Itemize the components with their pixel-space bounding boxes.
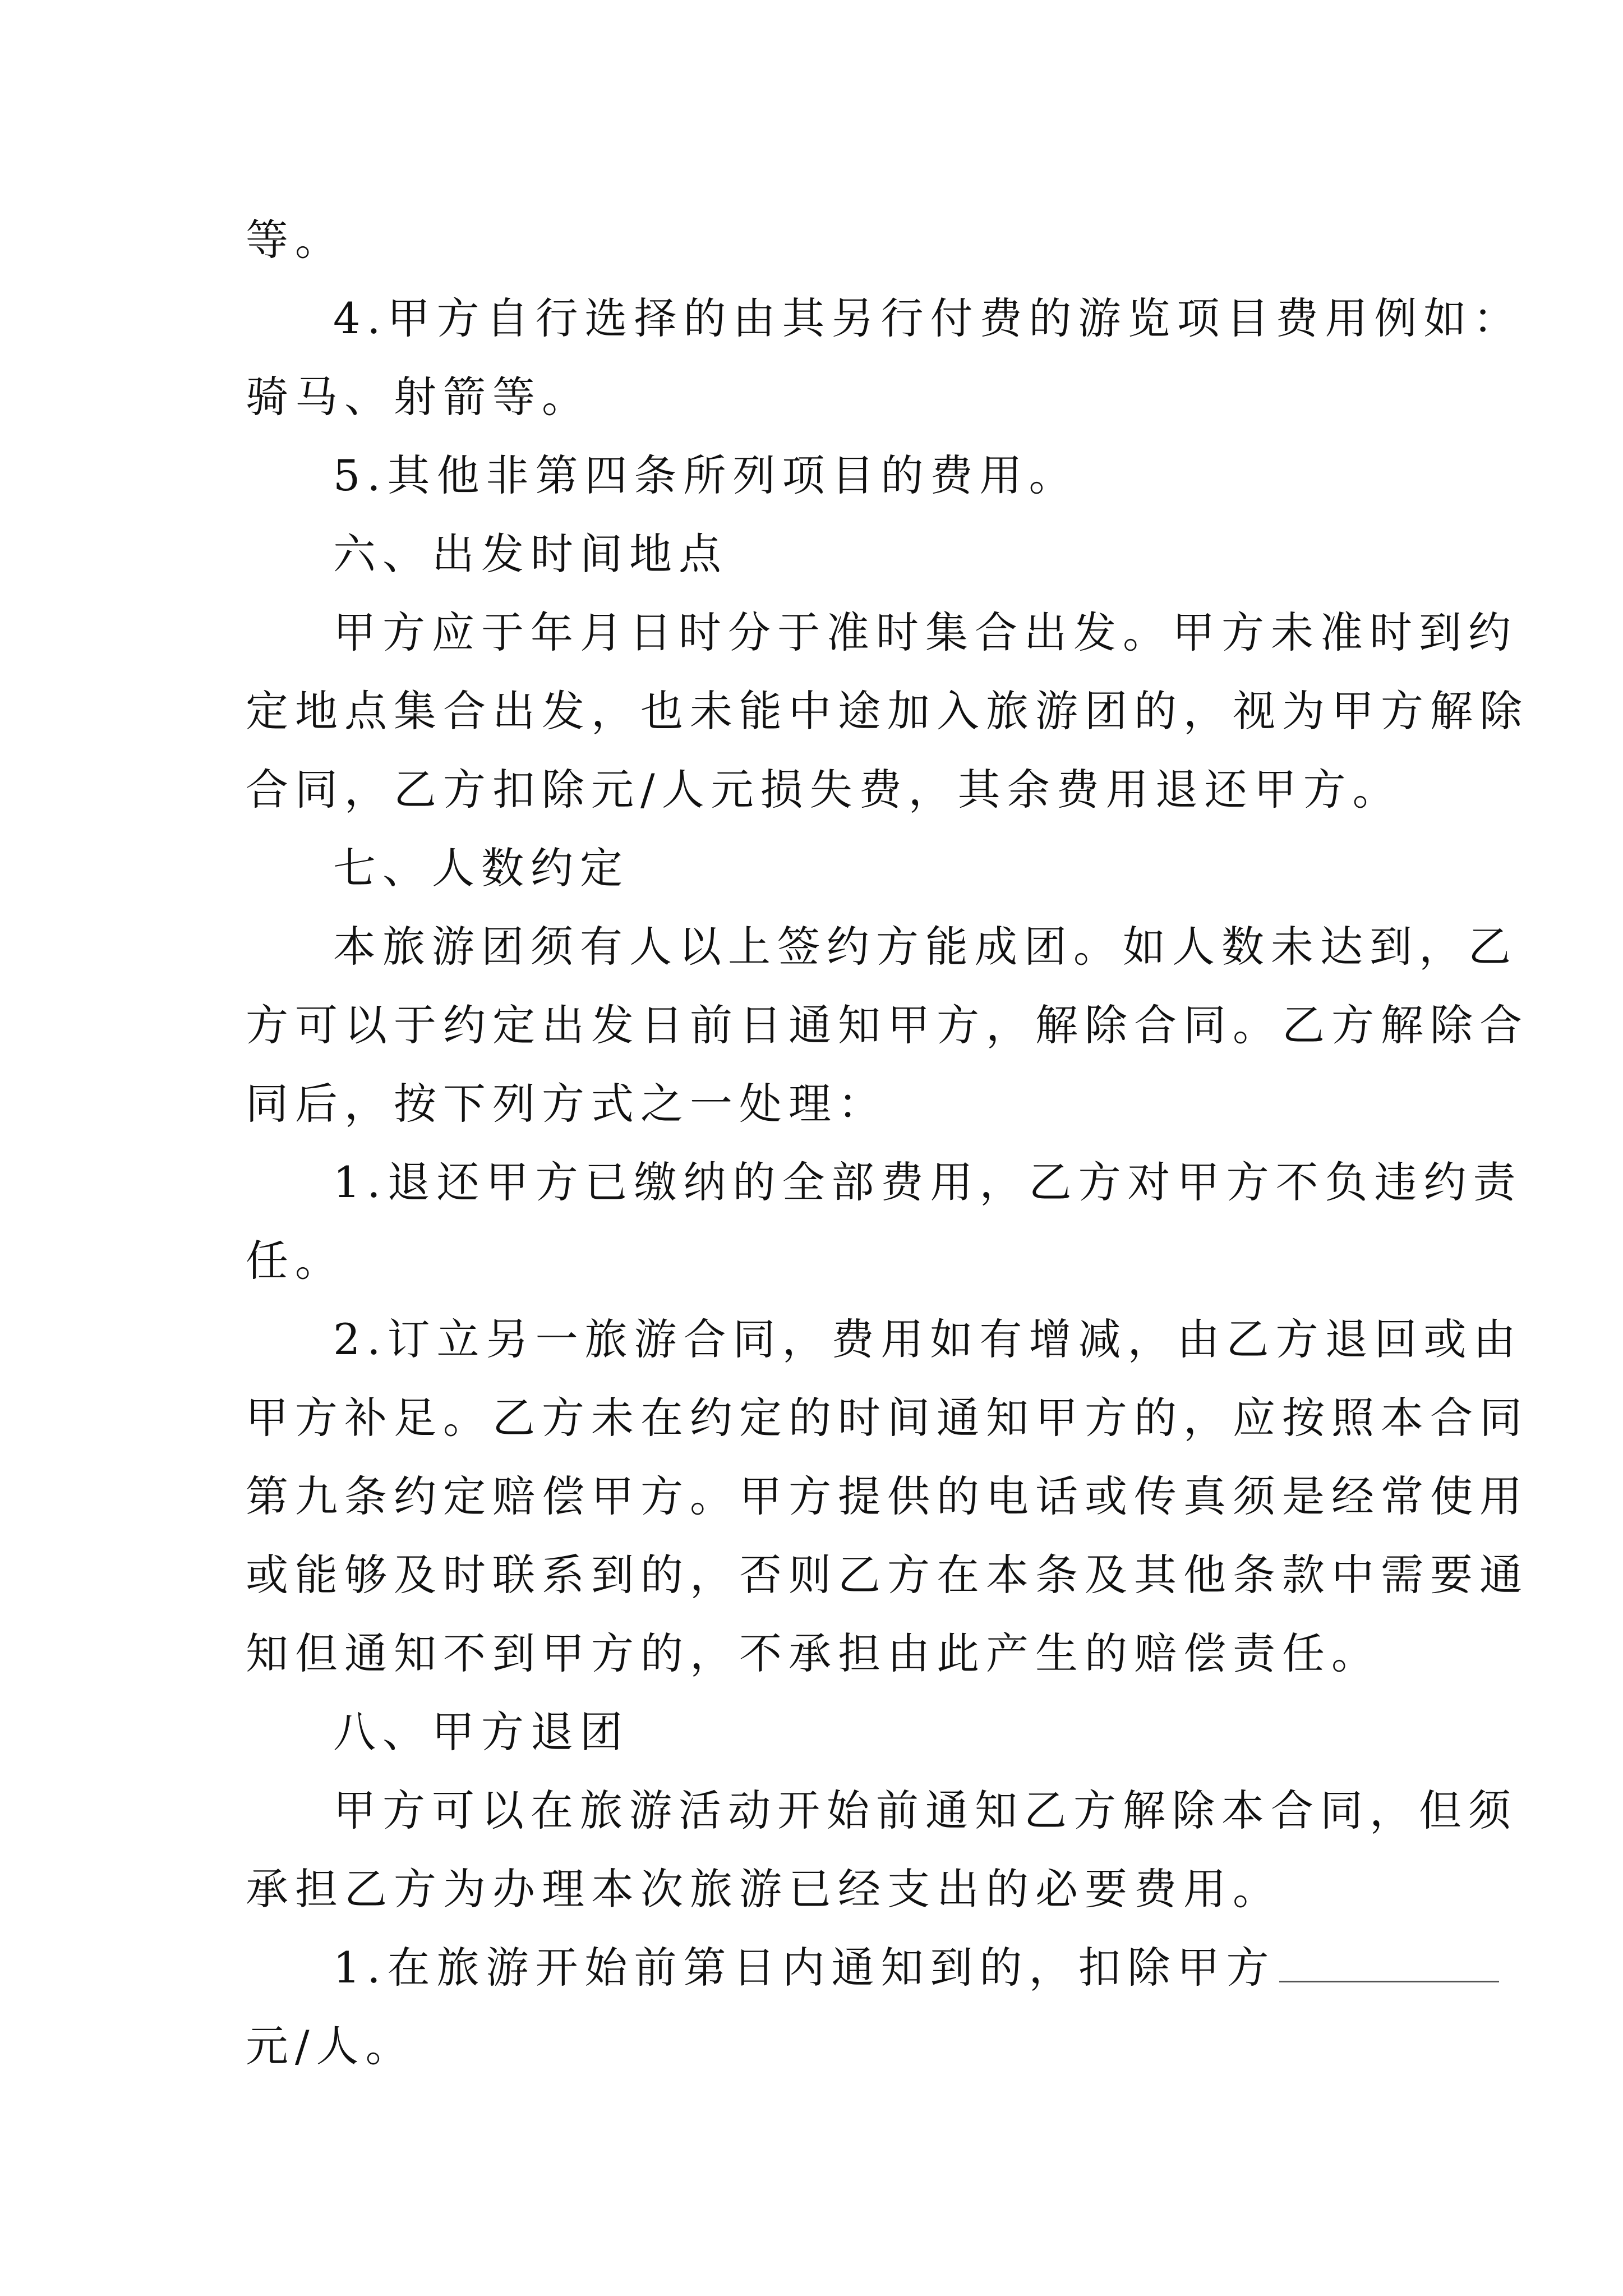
list-item-1: 1.退还甲方已缴纳的全部费用，乙方对甲方不负违约责 — [333, 1157, 1523, 1207]
paragraph-line: 定地点集合出发，也未能中途加入旅游团的，视为甲方解除 — [246, 686, 1529, 736]
fill-in-blank — [1279, 1941, 1499, 1982]
text-line: 元/人。 — [246, 2021, 415, 2071]
paragraph-line: 方可以于约定出发日前日通知甲方，解除合同。乙方解除合 — [246, 1000, 1529, 1050]
paragraph-line: 本旅游团须有人以上签约方能成团。如人数未达到，乙 — [333, 922, 1518, 972]
list-item-4: 4.甲方自行选择的由其另行付费的游览项目费用例如： — [333, 293, 1523, 343]
paragraph-line: 知但通知不到甲方的，不承担由此产生的赔偿责任。 — [246, 1628, 1381, 1678]
list-item-text: 1.在旅游开始前第日内通知到的，扣除甲方 — [333, 1943, 1276, 1993]
paragraph-line: 甲方应于年月日时分于准时集合出发。甲方未准时到约 — [333, 608, 1518, 657]
text-line: 骑马、射箭等。 — [246, 372, 591, 422]
list-item-2: 2.订立另一旅游合同，费用如有增减，由乙方退回或由 — [333, 1314, 1523, 1364]
section-heading-6: 六、出发时间地点 — [333, 529, 728, 579]
list-item-1-refund — [333, 1940, 1390, 1996]
paragraph-line: 第九条约定赔偿甲方。甲方提供的电话或传真须是经常使用 — [246, 1471, 1529, 1521]
list-item-5: 5.其他非第四条所列项目的费用。 — [333, 450, 1078, 500]
paragraph-line: 甲方可以在旅游活动开始前通知乙方解除本合同，但须 — [333, 1786, 1518, 1835]
paragraph-line: 承担乙方为办理本次旅游已经支出的必要费用。 — [246, 1864, 1282, 1914]
section-heading-8: 八、甲方退团 — [333, 1707, 629, 1757]
section-heading-7: 七、人数约定 — [333, 843, 629, 893]
paragraph-line: 甲方补足。乙方未在约定的时间通知甲方的，应按照本合同 — [246, 1393, 1529, 1443]
text-line: 任。 — [246, 1236, 344, 1286]
paragraph-line: 或能够及时联系到的，否则乙方在本条及其他条款中需要通 — [246, 1550, 1529, 1600]
text-line: 等。 — [246, 215, 344, 265]
paragraph-line: 合同，乙方扣除元/人元损失费，其余费用退还甲方。 — [246, 765, 1402, 815]
paragraph-line: 同后，按下列方式之一处理： — [246, 1079, 887, 1129]
